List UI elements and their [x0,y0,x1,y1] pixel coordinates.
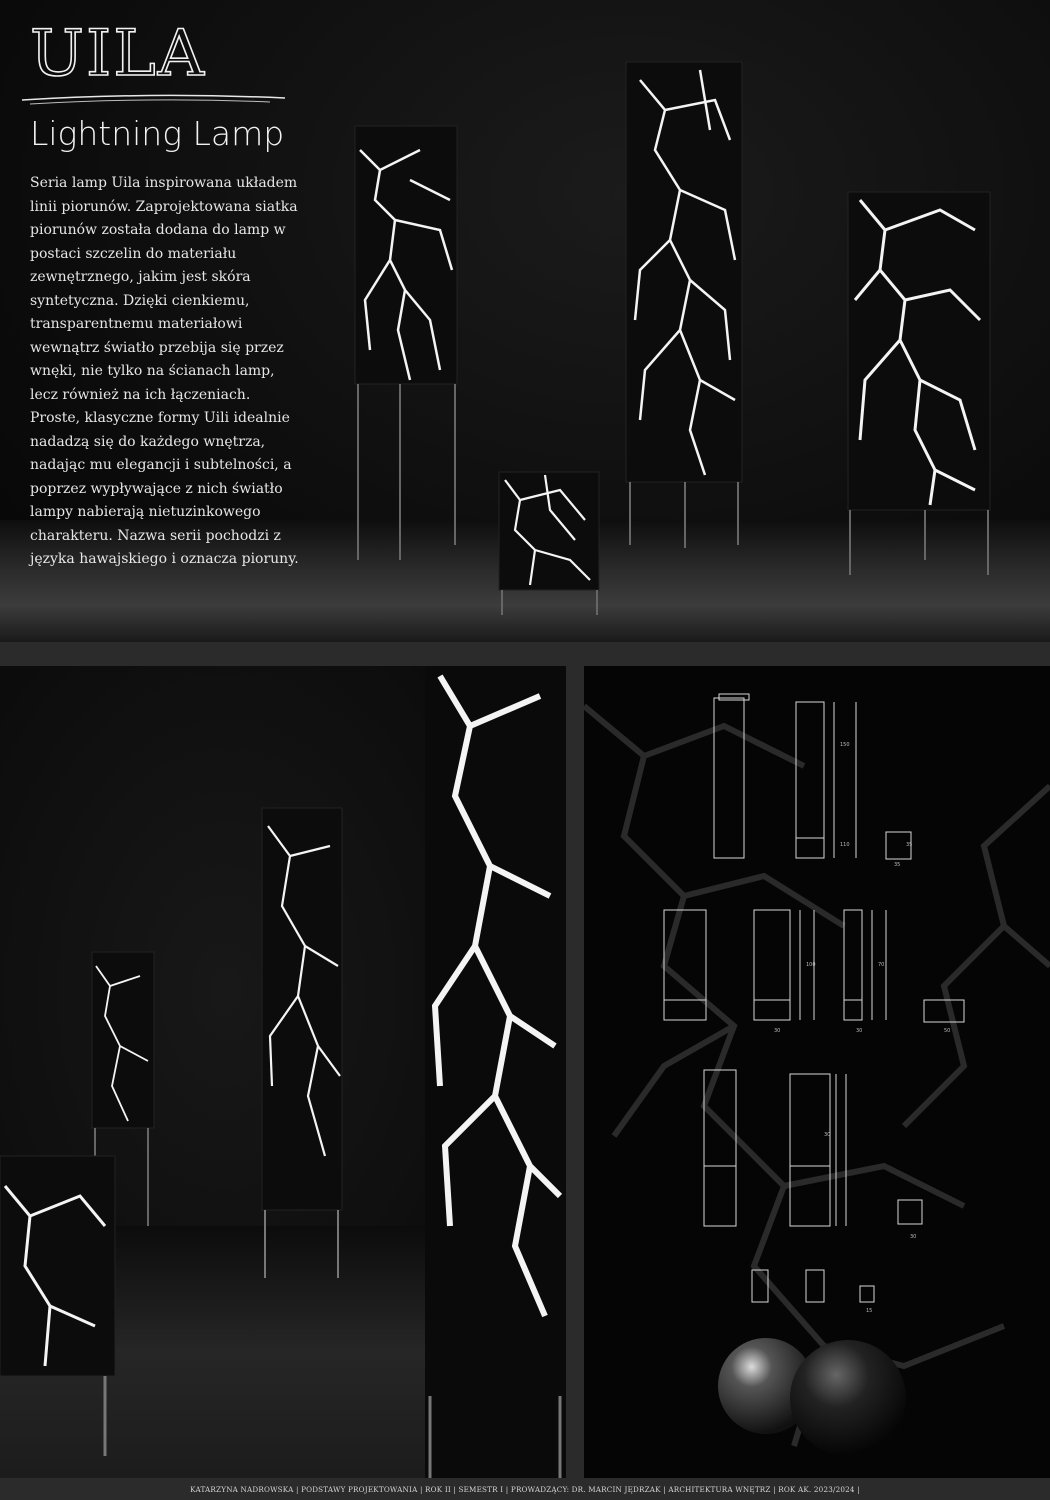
lamp-small [499,472,599,615]
dimension-label: 100 [806,962,816,968]
lamp-near-left [0,1156,115,1456]
background-lightning [584,706,1050,1446]
footer-credits-text: KATARZYNA NADROWSKA | PODSTAWY PROJEKTOWANIA | ROK II | SEMESTR I | PROWADZĄCY: DR. MARCIN JĘDRZAK | ARCHITEKTURA WNĘTRZ | ROK AK. 2023/2024 | [190,1484,860,1494]
lamp-tallest [626,62,742,548]
material-spheres [718,1338,906,1456]
technical-drawings [584,666,1050,1478]
frame-divider [566,666,584,1478]
dimension-label: 110 [840,842,850,848]
lamp-right [848,192,990,575]
dimension-label: 35 [894,862,901,868]
dimension-label: 30 [774,1028,781,1034]
poster-subtitle: Lightning Lamp [30,114,285,153]
lamp-mid [262,808,342,1278]
dimension-label: 70 [878,962,885,968]
lamp-tall-left [355,126,457,560]
hero-render [0,0,1050,642]
drawings-canvas [584,666,1050,1478]
dimension-label: 15 [866,1308,873,1314]
frame-gap [0,642,1050,666]
dimension-label: 50 [944,1028,951,1034]
title-underline [0,0,300,110]
dimension-label: 30 [824,1132,831,1138]
poster-description: Seria lamp Uila inspirowana układem linii piorunów. Zaprojektowana siatka piorunów została dodana do lamp w postaci szczelin do materiału zewnętrznego, jakim jest skóra syntetyczna. Dzięki cienkiemu, transparentnemu materiałowi wewnątrz światło przebija się przez wnęki, nie tylko na ścianach lamp, lecz również na ich łączeniach. Proste, klasyczne formy Uili idealnie nadadzą się do każdego wnętrza, nadając mu elegancji i subtelności, a poprzez wypływające z nich światło lampy nabierają nietuzinkowego charakteru. Nazwa serii pochodzi z języka hawajskiego i oznacza pioruny. [30,175,299,567]
perspective-lamps [0,666,566,1478]
leather-sphere [790,1340,906,1456]
drawing-set-3 [704,1070,922,1226]
drawing-set-1 [714,694,911,859]
dimension-label: 150 [840,742,850,748]
footer-credits [0,1478,1050,1500]
perspective-render [0,666,566,1478]
poster-title: UILA [30,17,206,91]
dimension-label: 30 [910,1234,917,1240]
lamp-closeup [425,666,566,1478]
dimension-label: 35 [906,842,913,848]
dimension-label: 30 [856,1028,863,1034]
